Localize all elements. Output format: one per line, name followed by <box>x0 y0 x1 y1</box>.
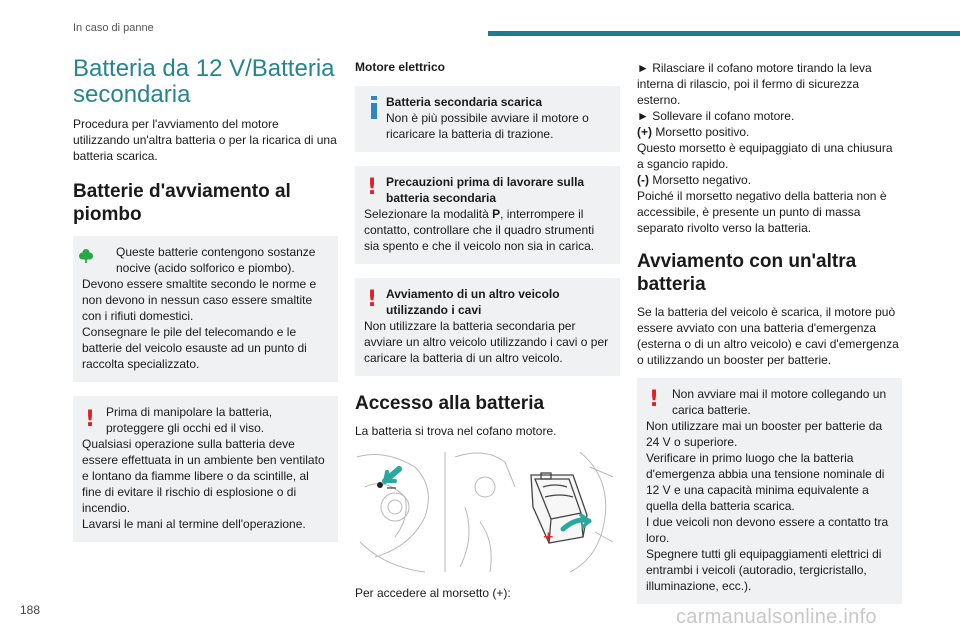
step-2: ► Sollevare il cofano motore. <box>637 109 795 123</box>
warn-line-2: Lavarsi le mani al termine dell'operazione. <box>82 517 306 531</box>
heading-battery-access: Accesso alla batteria <box>355 393 545 414</box>
exclamation-icon: ! <box>85 407 96 432</box>
info-note <box>355 86 620 152</box>
plus-terminal: (+) Morsetto positivo. <box>637 125 750 139</box>
env-line-2: Consegnare le pile del telecomando e le batterie del veicolo esauste ad un punto di raccolta specializzato. <box>82 325 307 371</box>
intro-text: Procedura per l'avviamento del motore utilizzando un'altra batteria o per la ricarica di una batteria scarica. <box>73 117 337 163</box>
jump-warn-line-4: Spegnere tutti gli equipaggiamenti elettrici di entrambi i veicoli (autoradio, tergicristallo, illuminazione, ecc.). <box>646 547 882 593</box>
exclamation-icon: ! <box>367 287 378 312</box>
watermark: carmanualsonline.info <box>676 606 877 628</box>
plus-terminal-more: Questo morsetto è equipaggiato di una chiusura a sgancio rapido. <box>637 141 893 171</box>
running-header: In caso di panne <box>73 22 154 34</box>
column-1 <box>73 52 338 552</box>
jump-warn-line-1: Non utilizzare mai un booster per batterie da 24 V o superiore. <box>646 419 883 449</box>
page-title: Batteria da 12 V/Batteria secondaria <box>73 55 335 108</box>
page-number: 188 <box>20 603 41 617</box>
info-icon <box>367 96 381 120</box>
warning-jump-start <box>637 378 902 604</box>
warn-lead: Prima di manipolare la batteria, proteggere gli occhi ed il viso. <box>106 405 273 435</box>
info-title: Batteria secondaria scarica <box>386 95 543 109</box>
warning-secondary-battery <box>355 166 620 264</box>
heading-jump-start: Avviamento con un'altra batteria <box>637 251 857 295</box>
heading-electric-motor: Motore elettrico <box>355 60 446 74</box>
env-lead: Queste batterie contengono sostanze nocive (acido solforico e piombo). <box>116 245 316 275</box>
jump-warn-line-3: I due veicoli non devono essere a contatto tra loro. <box>646 515 889 545</box>
minus-marker: – <box>387 479 396 496</box>
minus-terminal: (-) Morsetto negativo. <box>637 173 752 187</box>
heading-lead-batteries: Batterie d'avviamento al piombo <box>73 181 291 225</box>
env-line-1: Devono essere smaltite secondo le norme e non devono in nessun caso essere smaltite con i rifiuti domestici. <box>82 277 317 323</box>
after-figure-text: Per accedere al morsetto (+): <box>355 586 511 600</box>
step-1: ► Rilasciare il cofano motore tirando la leva interna di rilascio, poi il fermo di sicurezza esterno. <box>637 61 872 107</box>
minus-terminal-more: Poiché il morsetto negativo della batteria non è accessibile, è presente un punto di massa separato rivolto verso la batteria. <box>637 189 887 235</box>
environment-note <box>73 236 338 382</box>
exclamation-icon: ! <box>367 175 378 200</box>
jump-warn-line-2: Verificare in primo luogo che la batteria d'emergenza abbia una tensione nominale di 12 V e una capacità minima equivalente a quella della batteria scarica. <box>646 451 885 513</box>
warn1-text: Selezionare la modalità P, interrompere il contatto, controllare che il quadro strumenti sia spento e che il veicolo non sia in carica. <box>364 207 595 253</box>
warn-line-1: Qualsiasi operazione sulla batteria deve essere effettuata in un ambiente ben ventilato e lontano da fiamme libere o da scintille, al fine di evitare il rischio di esplosione o di incendio. <box>82 437 325 515</box>
access-text: La batteria si trova nel cofano motore. <box>355 424 557 438</box>
warn1-title: Precauzioni prima di lavorare sulla batteria secondaria <box>386 175 585 205</box>
jump-warn-lead: Non avviare mai il motore collegando un carica batterie. <box>672 387 887 417</box>
header-accent-bar <box>488 31 960 36</box>
tree-icon <box>79 244 93 268</box>
warning-note <box>73 396 338 542</box>
warn2-title: Avviamento di un altro veicolo utilizzando i cavi <box>386 287 560 317</box>
warn2-text: Non utilizzare la batteria secondaria per avviare un altro veicolo utilizzando i cavi o per caricare la batteria di un altro veicolo. <box>364 319 609 365</box>
engine-bay-figure <box>355 447 615 575</box>
exclamation-icon: ! <box>649 387 660 412</box>
info-text: Non è più possibile avviare il motore o ricaricare la batteria di trazione. <box>386 111 589 141</box>
column-2 <box>355 60 620 601</box>
column-3 <box>637 60 902 614</box>
jump-intro: Se la batteria del veicolo è scarica, il motore può essere avviato con una batteria d'emergenza (esterna o di un altro veicolo) e cavi d'emergenza o utilizzando un booster per batterie. <box>637 305 899 367</box>
plus-marker: + <box>543 527 554 547</box>
engine-bay-illustration <box>355 447 615 575</box>
warning-jump-other <box>355 278 620 376</box>
